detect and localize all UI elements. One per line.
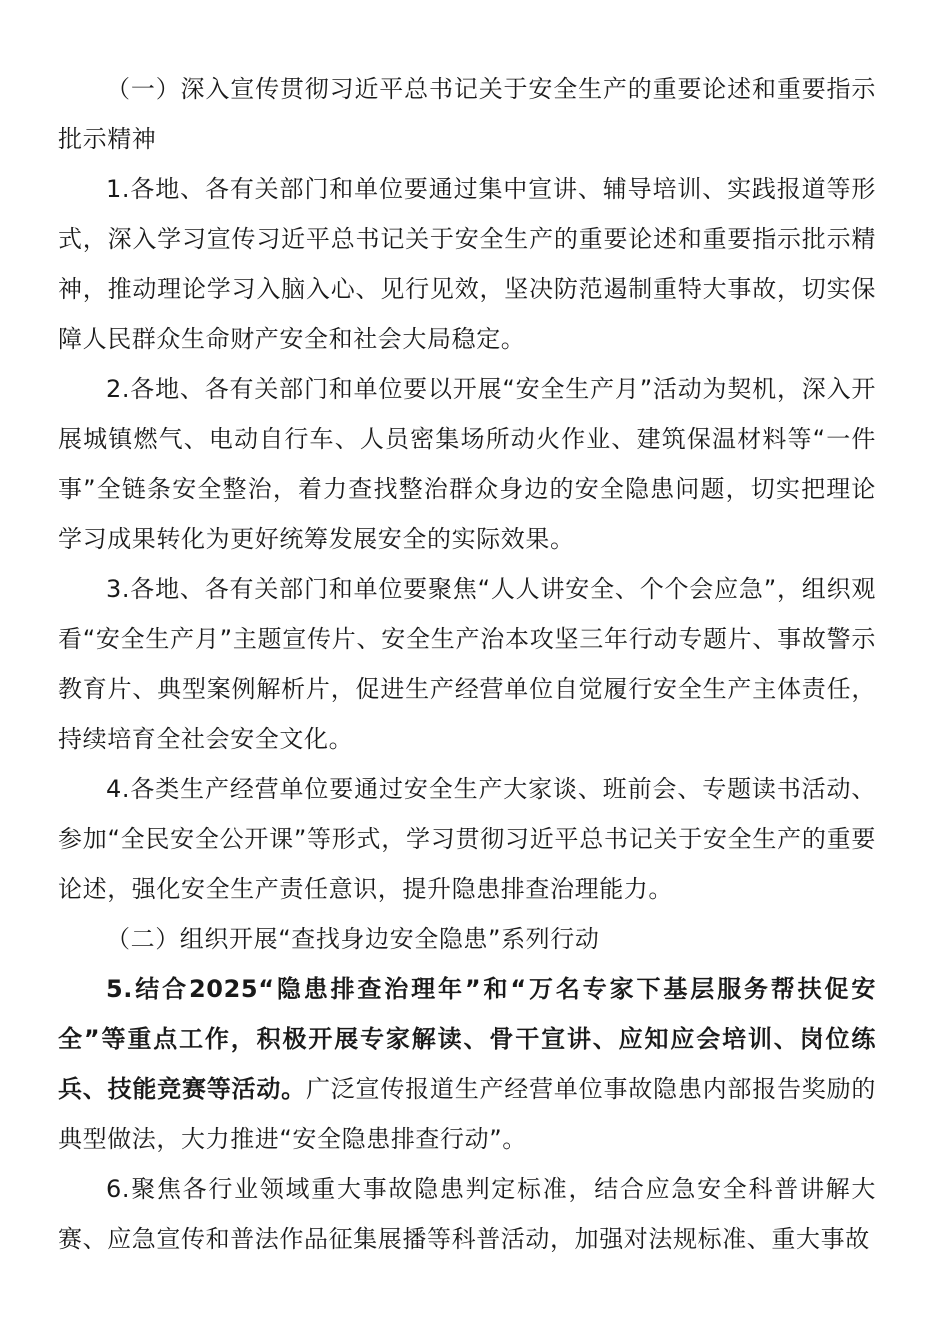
- paragraph-5-normal-text: 广泛宣传报道生产经营单位事故隐患内部报告奖励的典型做法，大力推进“安全隐患排查行动”。: [58, 1075, 876, 1153]
- section-heading-1: （一）深入宣传贯彻习近平总书记关于安全生产的重要论述和重要指示批示精神: [58, 75, 876, 153]
- paragraph-6: 6.聚焦各行业领域重大事故隐患判定标准，结合应急安全科普讲解大赛、应急宣传和普法作品征集展播等科普活动，加强对法规标准、重大事故: [58, 1175, 876, 1253]
- paragraph-3: 3.各地、各有关部门和单位要聚焦“人人讲安全、个个会应急”，组织观看“安全生产月”主题宣传片、安全生产治本攻坚三年行动专题片、事故警示教育片、典型案例解析片，促进生产经营单位自觉履行安全生产主体责任，持续培育全社会安全文化。: [58, 575, 876, 753]
- document-page: [58, 64, 876, 1264]
- paragraph-2: 2.各地、各有关部门和单位要以开展“安全生产月”活动为契机，深入开展城镇燃气、电动自行车、人员密集场所动火作业、建筑保温材料等“一件事”全链条安全整治，着力查找整治群众身边的安全隐患问题，切实把理论学习成果转化为更好统筹发展安全的实际效果。: [58, 375, 876, 553]
- paragraph-1: 1.各地、各有关部门和单位要通过集中宣讲、辅导培训、实践报道等形式，深入学习宣传习近平总书记关于安全生产的重要论述和重要指示批示精神，推动理论学习入脑入心、见行见效，坚决防范遏制重特大事故，切实保障人民群众生命财产安全和社会大局稳定。: [58, 175, 876, 353]
- paragraph-4: 4.各类生产经营单位要通过安全生产大家谈、班前会、专题读书活动、参加“全民安全公开课”等形式，学习贯彻习近平总书记关于安全生产的重要论述，强化安全生产责任意识，提升隐患排查治理能力。: [58, 775, 876, 903]
- section-heading-2: （二）组织开展“查找身边安全隐患”系列行动: [106, 925, 600, 953]
- paragraph-5-bold-text: 5.结合2025“隐患排查治理年”和“万名专家下基层服务帮扶促安全”等重点工作，积极开展专家解读、骨干宣讲、应知应会培训、岗位练兵、技能竞赛等活动。: [58, 975, 876, 1103]
- paragraph-5: [58, 964, 876, 1164]
